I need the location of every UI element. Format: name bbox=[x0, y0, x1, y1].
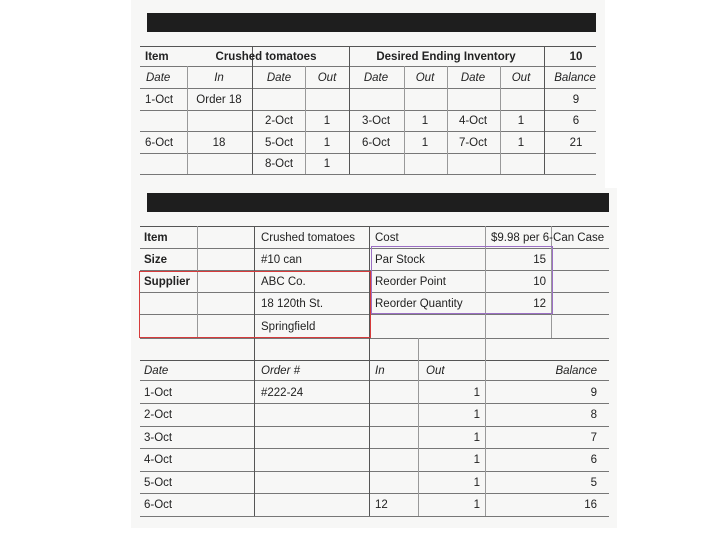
table-cell: 1 bbox=[473, 387, 480, 399]
table-cell: 8-Oct bbox=[264, 158, 294, 170]
table-cell: 2-Oct bbox=[264, 115, 294, 127]
divider bbox=[140, 153, 596, 154]
supplier-line: ABC Co. bbox=[261, 276, 306, 288]
table-cell: 5 bbox=[590, 477, 597, 489]
column-header: Balance bbox=[555, 365, 597, 377]
table-cell: 21 bbox=[569, 137, 583, 149]
column-header: Order # bbox=[261, 365, 300, 377]
divider bbox=[140, 66, 596, 67]
divider bbox=[140, 380, 609, 381]
table-cell: 16 bbox=[584, 499, 597, 511]
table-cell: 6 bbox=[572, 115, 580, 127]
divider bbox=[404, 66, 405, 174]
column-header: Date bbox=[144, 365, 169, 377]
divider bbox=[349, 46, 350, 174]
divider bbox=[140, 174, 596, 175]
table-cell: 7 bbox=[590, 432, 597, 444]
column-header: Date bbox=[146, 72, 171, 84]
table-cell: 3-Oct bbox=[144, 432, 173, 444]
table-cell: 1 bbox=[473, 477, 480, 489]
table-cell: 6 bbox=[590, 454, 597, 466]
column-header: In bbox=[214, 72, 224, 84]
divider bbox=[140, 448, 609, 449]
column-header: Out bbox=[511, 72, 531, 84]
divider bbox=[418, 338, 419, 516]
table-cell: 1-Oct bbox=[145, 94, 174, 106]
divider bbox=[140, 471, 609, 472]
cost-label: Cost bbox=[375, 232, 399, 244]
desired-ending-inventory-label: Desired Ending Inventory bbox=[376, 51, 516, 63]
divider bbox=[140, 46, 596, 47]
table-cell: 1 bbox=[421, 137, 429, 149]
table-cell: 5-Oct bbox=[264, 137, 294, 149]
table-cell: 1-Oct bbox=[144, 387, 173, 399]
divider bbox=[187, 66, 188, 174]
table-cell: 6-Oct bbox=[361, 137, 391, 149]
column-header: Out bbox=[415, 72, 435, 84]
divider bbox=[500, 66, 501, 174]
table-cell: 1 bbox=[517, 115, 525, 127]
table-cell: 8 bbox=[590, 409, 597, 421]
table-cell: 4-Oct bbox=[458, 115, 488, 127]
table-cell: 9 bbox=[572, 94, 580, 106]
stock-item-value: Crushed tomatoes bbox=[261, 232, 355, 244]
table-cell: 5-Oct bbox=[144, 477, 173, 489]
table-cell: Order 18 bbox=[196, 94, 242, 106]
divider bbox=[140, 426, 609, 427]
table-cell: 1 bbox=[473, 454, 480, 466]
inventory-item-name: Crushed tomatoes bbox=[215, 51, 317, 63]
column-header: Out bbox=[426, 365, 445, 377]
divider bbox=[369, 226, 370, 516]
stock-item-label: Item bbox=[144, 232, 168, 244]
reorder-point-label: Reorder Point bbox=[375, 276, 446, 288]
column-header: Balance bbox=[554, 72, 596, 84]
inventory-item-label: Item bbox=[145, 51, 169, 63]
divider bbox=[140, 516, 609, 517]
divider bbox=[140, 88, 596, 89]
table-cell: 7-Oct bbox=[458, 137, 488, 149]
table-cell: 2-Oct bbox=[144, 409, 173, 421]
desired-ending-inventory-value: 10 bbox=[569, 51, 583, 63]
reorder-point-value: 10 bbox=[533, 276, 546, 288]
divider bbox=[252, 46, 253, 174]
stock-card-header-bar bbox=[147, 193, 609, 212]
divider bbox=[140, 131, 596, 132]
supplier-label: Supplier bbox=[144, 276, 191, 288]
table-cell: 1 bbox=[473, 409, 480, 421]
size-label: Size bbox=[144, 254, 168, 266]
table-cell: 4-Oct bbox=[144, 454, 173, 466]
divider bbox=[305, 66, 306, 174]
divider bbox=[140, 360, 609, 361]
table-cell: 9 bbox=[590, 387, 597, 399]
table-cell: 18 bbox=[212, 137, 226, 149]
table-cell: #222-24 bbox=[261, 387, 304, 399]
table-cell: 3-Oct bbox=[361, 115, 391, 127]
cost-value: $9.98 per 6-Can Case bbox=[491, 232, 605, 244]
divider bbox=[447, 66, 448, 174]
table-cell: 6-Oct bbox=[145, 137, 174, 149]
table-cell: 1 bbox=[323, 137, 331, 149]
reorder-quantity-label: Reorder Quantity bbox=[375, 298, 463, 310]
table-cell: 1 bbox=[421, 115, 429, 127]
table-cell: 1 bbox=[473, 499, 480, 511]
column-header: Out bbox=[317, 72, 337, 84]
table-cell: 1 bbox=[473, 432, 480, 444]
divider bbox=[140, 110, 596, 111]
size-value: #10 can bbox=[261, 254, 302, 266]
divider bbox=[140, 403, 609, 404]
reorder-quantity-value: 12 bbox=[533, 298, 546, 310]
table-cell: 12 bbox=[375, 499, 388, 511]
column-header: In bbox=[375, 365, 385, 377]
column-header: Date bbox=[266, 72, 292, 84]
divider bbox=[254, 226, 255, 516]
column-header: Date bbox=[460, 72, 486, 84]
table-cell: 1 bbox=[517, 137, 525, 149]
supplier-line: Springfield bbox=[261, 321, 316, 333]
supplier-line: 18 120th St. bbox=[261, 298, 324, 310]
par-stock-label: Par Stock bbox=[375, 254, 425, 266]
par-stock-value: 15 bbox=[533, 254, 546, 266]
divider bbox=[140, 493, 609, 494]
table-cell: 6-Oct bbox=[144, 499, 173, 511]
divider bbox=[544, 46, 545, 174]
divider bbox=[140, 226, 609, 227]
table-cell: 1 bbox=[323, 158, 331, 170]
table-cell: 1 bbox=[323, 115, 331, 127]
column-header: Date bbox=[363, 72, 389, 84]
divider bbox=[140, 338, 609, 339]
inventory-card-header-bar bbox=[147, 13, 596, 32]
